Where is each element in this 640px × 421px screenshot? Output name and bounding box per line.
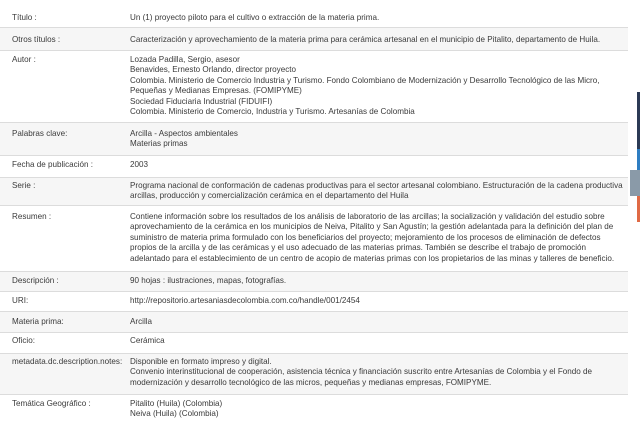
field-label: Descripción : [12,276,59,285]
metadata-row-notes [0,354,628,395]
field-value: Cerámica [130,336,165,345]
field-value: Colombia. Ministerio de Comercio Industria y Turismo. Fondo Colombiano de Modernización y Desarrollo Tecnológico de las Micro, Pequeñas y Medianas Empresas. (FOMIPYME) [130,75,600,96]
field-value: Convenio interinstitucional de cooperación, asistencia técnica y financiación suscrito entre Artesanías de Colombia y el Fondo de modernización y desarrollo tecnológico de las micros, pequeñas y medianas empresas, FOMIPYME. [130,367,593,387]
keyword-link[interactable]: Arcilla - Aspectos ambientales [130,129,238,138]
keyword-link[interactable]: Materias primas [130,139,188,149]
field-value: Un (1) proyecto piloto para el cultivo o extracción de la materia prima. [130,13,380,22]
field-value: Programa nacional de conformación de cadenas productivas para el sector artesanal colombiano. Estructuración de la cadena productiva arcillas, producción y comercialización cerámica en el departamento del Huila [130,181,623,201]
metadata-row-uri [0,292,628,312]
metadata-row-otros-titulos [0,28,628,51]
field-label: Serie : [12,181,36,190]
field-label: Temática Geográfico : [12,399,91,408]
metadata-row-materia-prima [0,312,628,333]
field-value: Disponible en formato impreso y digital. [130,357,272,366]
place-link[interactable]: Pitalito (Huila) (Colombia) [130,399,223,408]
field-value: Benavides, Ernesto Orlando, director proyecto [130,65,297,75]
metadata-row-resumen [0,206,628,272]
field-value: 2003 [130,160,149,169]
metadata-row-oficio [0,333,628,354]
metadata-row-palabras-clave [0,123,628,156]
field-label: Otros títulos : [12,35,61,44]
field-value: Colombia. Ministerio de Comercio, Industria y Turismo. Artesanías de Colombia [130,107,415,117]
field-value: Contiene información sobre los resultados de los análisis de laboratorio de las arcillas; la socialización y validación del estudio sobre aprovechamiento de la cerámica en los municipios de Neiva, Pitalito y San Agustín; la gestión adelantada para la definición del plan de suministro de materia prima formulado con los beneficiarios del proyecto; mejoramiento de los procesos de eliminación de defectos propios de la arcilla y de las cerámicas y el uso adecuado de las materias primas. También se describe el trabajo de promoción adelantado para el establecimiento de un centro de acopio de materias primas con los propietarios de las minas y talleres de beneficio. [130,212,615,263]
metadata-row-fecha [0,156,628,178]
field-label: Autor : [12,55,36,64]
metadata-row-titulo [0,0,628,28]
social-share-tab-gray[interactable] [630,170,640,196]
metadata-row-autor [0,51,628,123]
metadata-row-tematica-geografico [0,395,628,421]
uri-link[interactable]: http://repositorio.artesaniasdecolombia.com.co/handle/001/2454 [130,296,360,305]
field-label: metadata.dc.description.notes: [12,357,123,366]
field-value: Lozada Padilla, Sergio, asesor [130,55,240,64]
field-label: Fecha de publicación : [12,160,93,169]
field-value: Arcilla [130,317,153,326]
metadata-row-serie [0,178,628,206]
field-value: Sociedad Fiduciaria Industrial (FIDUIFI) [130,96,273,106]
field-label: Oficio: [12,336,35,345]
field-label: Resumen : [12,212,52,221]
field-value: Caracterización y aprovechamiento de la materia prima para cerámica artesanal en el municipio de Pitalito, departamento de Huila. [130,35,601,44]
metadata-row-descripcion [0,272,628,292]
field-label: Palabras clave: [12,129,68,138]
field-label: Materia prima: [12,317,64,326]
field-value: 90 hojas : ilustraciones, mapas, fotografías. [130,276,287,285]
field-label: Título : [12,13,37,22]
place-link[interactable]: Neiva (Huila) (Colombia) [130,409,219,419]
field-label: URI: [12,296,29,305]
